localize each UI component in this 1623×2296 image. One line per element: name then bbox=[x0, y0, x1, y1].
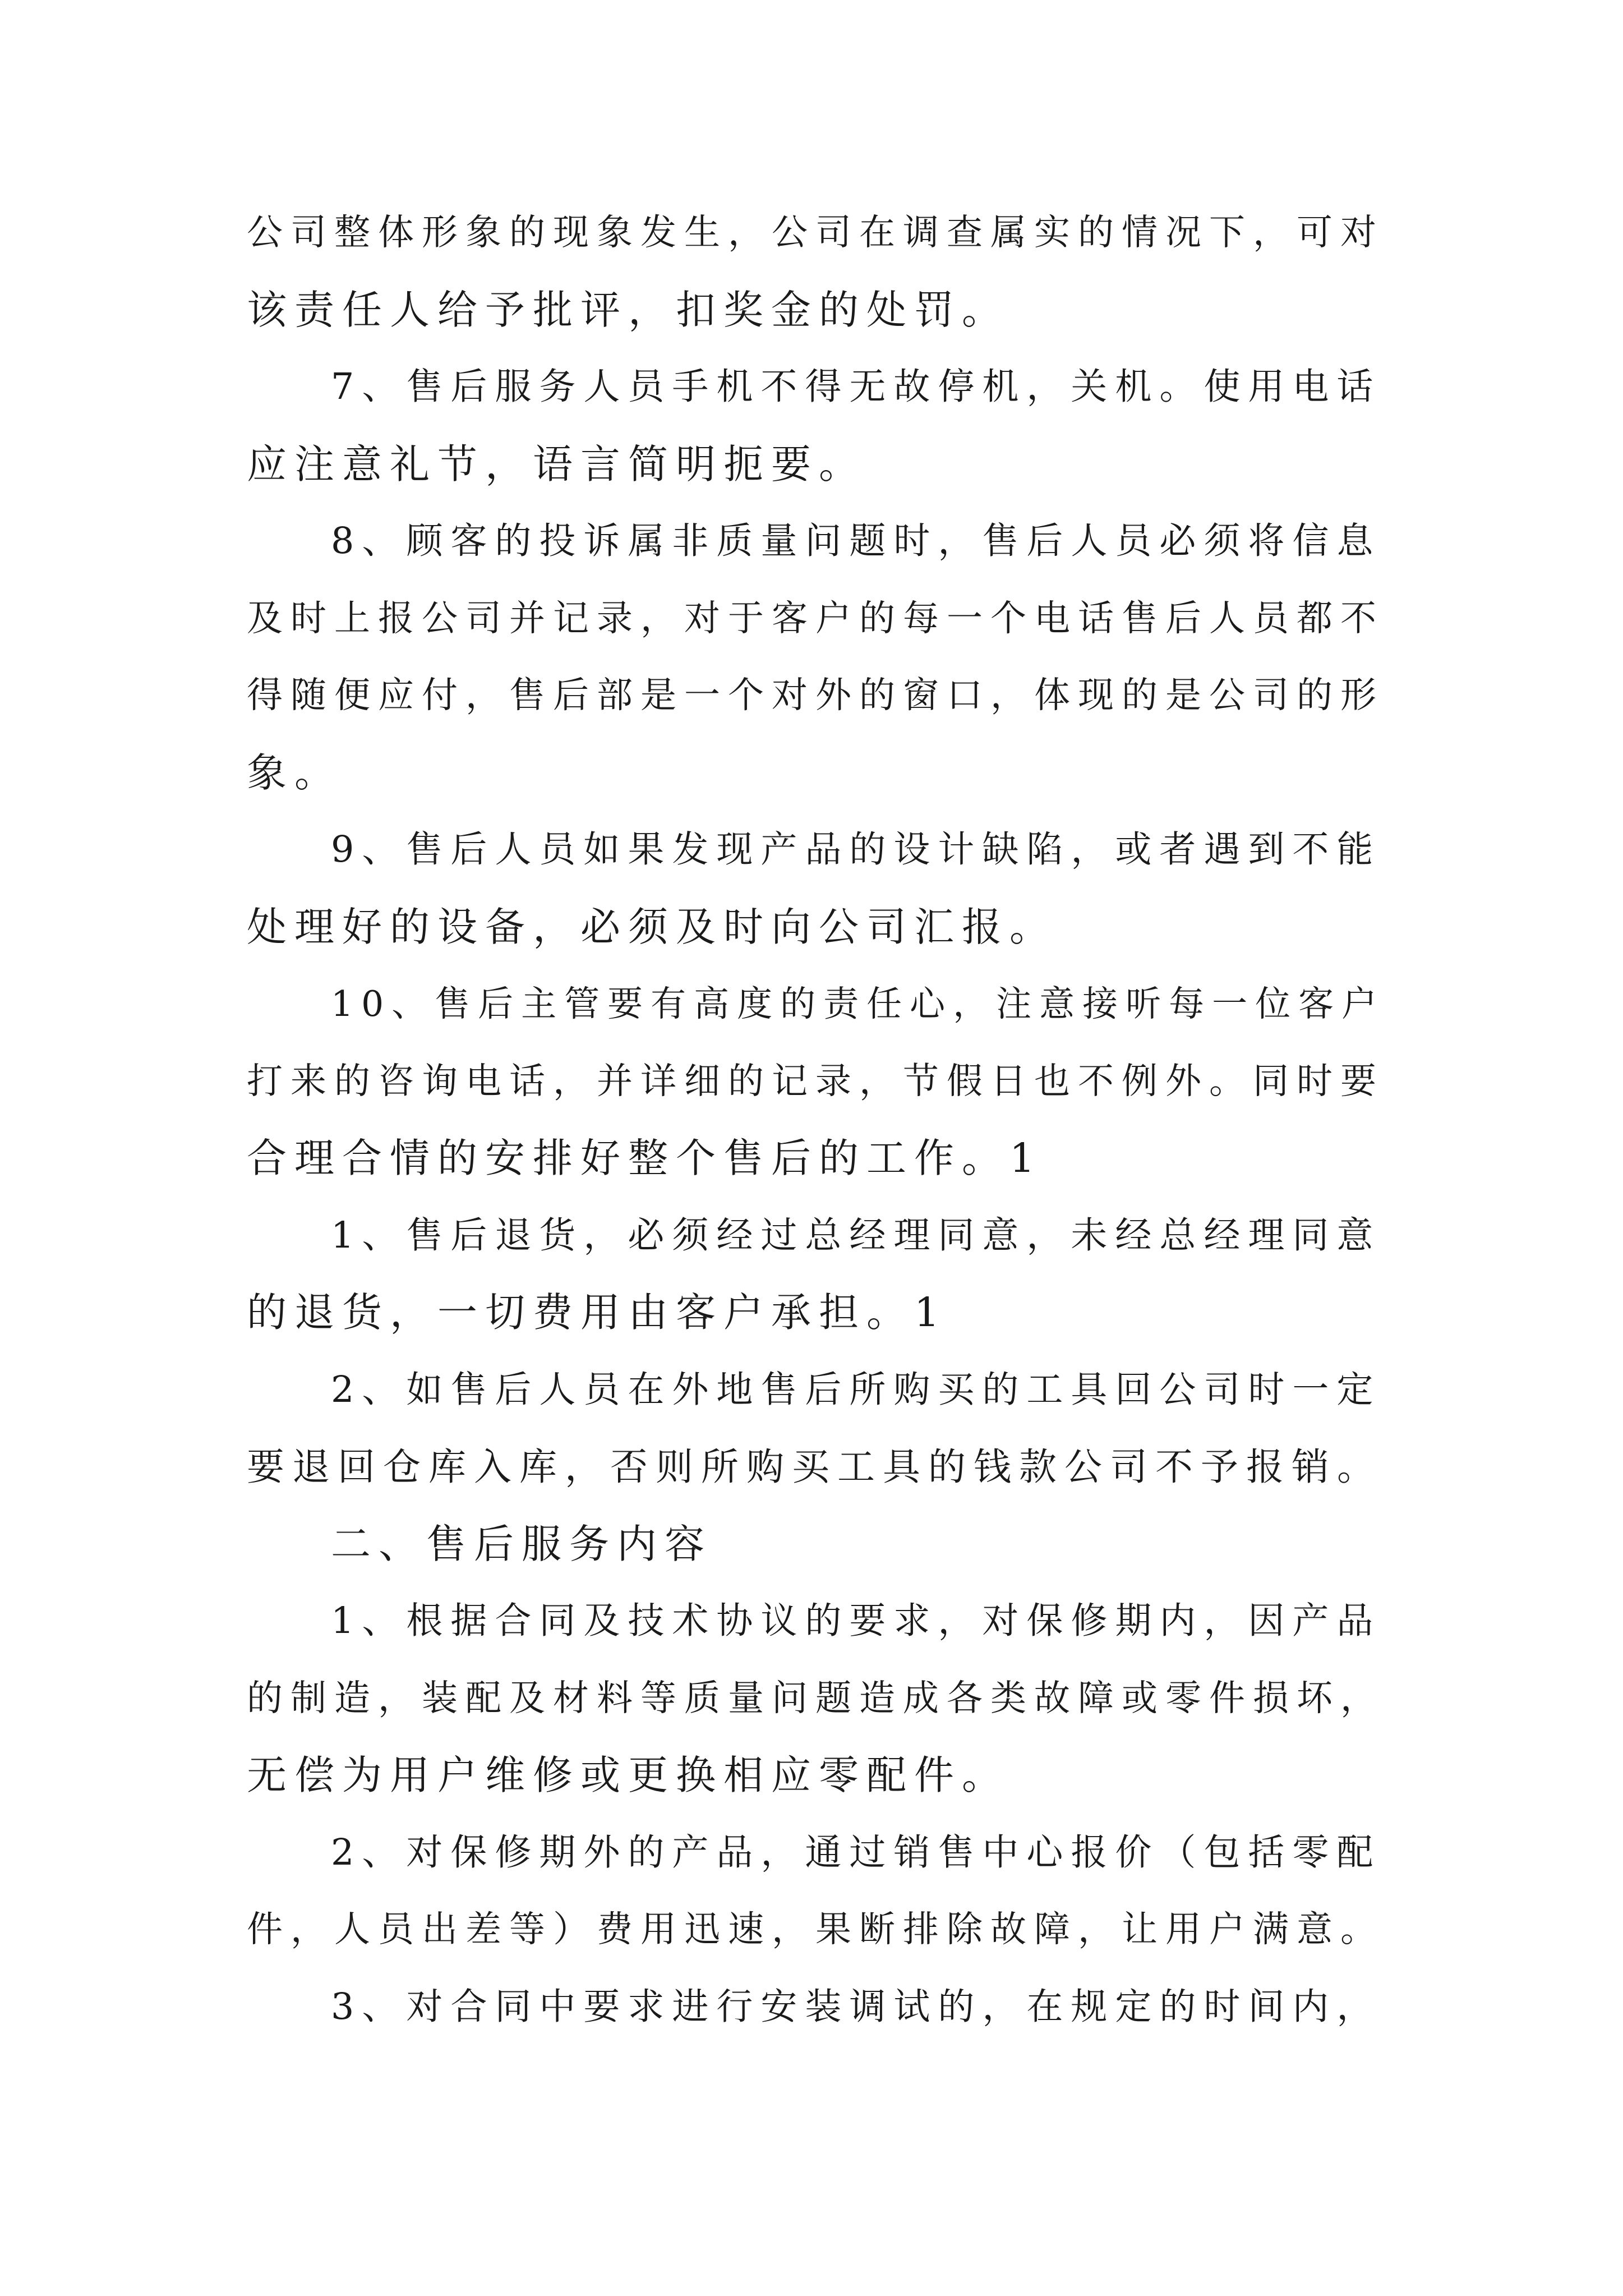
text-line: 的制造，装配及材料等质量问题造成各类故障或零件损坏， bbox=[247, 1678, 1384, 1719]
text-line: 应注意礼节，语言简明扼要。 bbox=[247, 441, 867, 487]
text-line: 公司整体形象的现象发生，公司在调查属实的情况下，可对 bbox=[247, 212, 1384, 254]
text-line: 打来的咨询电话，并详细的记录，节假日也不例外。同时要 bbox=[247, 1061, 1384, 1102]
service-item-3-start: 3、对合同中要求进行安装调试的，在规定的时间内， bbox=[331, 1986, 1381, 2028]
service-item-1-start: 1、根据合同及技术协议的要求，对保修期内，因产品 bbox=[331, 1600, 1381, 1642]
text-line: 该责任人给予批评，扣奖金的处罚。 bbox=[247, 287, 1010, 333]
text-line: 及时上报公司并记录，对于客户的每一个电话售后人员都不 bbox=[247, 598, 1384, 639]
section-heading: 二、售后服务内容 bbox=[331, 1521, 713, 1567]
paragraph-12-start: 2、如售后人员在外地售后所购买的工具回公司时一定 bbox=[331, 1369, 1381, 1411]
service-item-2-start: 2、对保修期外的产品，通过销售中心报价（包括零配 bbox=[331, 1832, 1381, 1874]
text-line: 件，人员出差等）费用迅速，果断排除故障，让用户满意。 bbox=[247, 1909, 1384, 1950]
text-line: 的退货，一切费用由客户承担。1 bbox=[247, 1289, 948, 1336]
text-line: 得随便应付，售后部是一个对外的窗口，体现的是公司的形 bbox=[247, 675, 1384, 716]
text-line: 无偿为用户维修或更换相应零配件。 bbox=[247, 1752, 1010, 1798]
paragraph-7-start: 7、售后服务人员手机不得无故停机，关机。使用电话 bbox=[331, 366, 1381, 408]
text-line: 象。 bbox=[247, 749, 343, 796]
text-line: 要退回仓库入库，否则所购买工具的钱款公司不予报销。 bbox=[247, 1445, 1382, 1489]
text-line: 合理合情的安排好整个售后的工作。1 bbox=[247, 1135, 1043, 1181]
paragraph-11-start: 1、售后退货，必须经过总经理同意，未经总经理同意 bbox=[331, 1214, 1381, 1257]
text-line: 处理好的设备，必须及时向公司汇报。 bbox=[247, 904, 1058, 950]
paragraph-8-start: 8、顾客的投诉属非质量问题时，售后人员必须将信息 bbox=[331, 520, 1381, 562]
paragraph-10-start: 10、售后主管要有高度的责任心，注意接听每一位客户 bbox=[331, 983, 1385, 1024]
paragraph-9-start: 9、售后人员如果发现产品的设计缺陷，或者遇到不能 bbox=[331, 829, 1381, 871]
